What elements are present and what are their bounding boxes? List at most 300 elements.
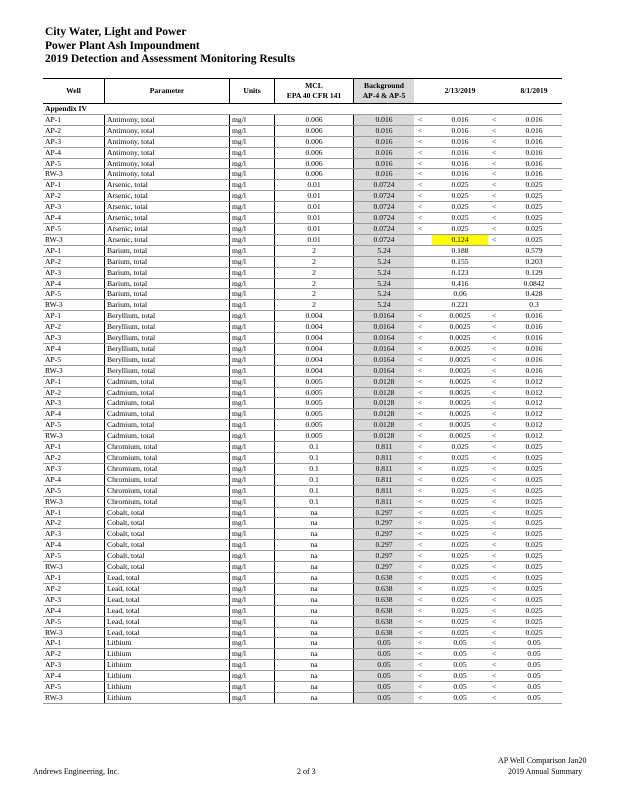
qualifier-2-cell xyxy=(488,289,506,300)
table-row xyxy=(43,627,562,638)
report-title-line-2: Power Plant Ash Impoundment xyxy=(45,39,200,52)
result-date-2-cell: 0.025 xyxy=(506,572,562,583)
qualifier-1-cell: < xyxy=(414,147,432,158)
parameter-cell: Cobalt, total xyxy=(105,540,230,551)
column-header-qualifier-1 xyxy=(414,79,432,104)
well-cell: AP-5 xyxy=(43,289,105,300)
parameter-cell: Cadmium, total xyxy=(105,398,230,409)
table-row xyxy=(43,453,562,464)
qualifier-1-cell: < xyxy=(414,442,432,453)
section-row xyxy=(43,104,562,115)
result-date-2-cell: 0.3 xyxy=(506,300,562,311)
result-date-2-cell: 0.025 xyxy=(506,540,562,551)
qualifier-2-cell: < xyxy=(488,627,506,638)
well-cell: AP-1 xyxy=(43,572,105,583)
qualifier-2-cell: < xyxy=(488,442,506,453)
units-cell: mg/l xyxy=(230,660,275,671)
units-cell: mg/l xyxy=(230,431,275,442)
units-cell: mg/l xyxy=(230,692,275,703)
mcl-cell: 0.1 xyxy=(275,485,354,496)
column-header-units: Units xyxy=(230,79,275,104)
units-cell: mg/l xyxy=(230,365,275,376)
well-cell: AP-5 xyxy=(43,682,105,693)
qualifier-1-cell xyxy=(414,245,432,256)
column-header-well: Well xyxy=(43,79,105,104)
well-cell: AP-4 xyxy=(43,343,105,354)
result-date-1-cell: 0.05 xyxy=(432,649,488,660)
result-date-1-cell: 0.0025 xyxy=(432,409,488,420)
qualifier-2-cell: < xyxy=(488,485,506,496)
well-cell: AP-4 xyxy=(43,213,105,224)
table-row xyxy=(43,333,562,344)
background-cell: 0.0128 xyxy=(354,409,415,420)
well-cell: AP-3 xyxy=(43,594,105,605)
result-date-1-cell: 0.025 xyxy=(432,202,488,213)
background-cell: 0.016 xyxy=(354,147,415,158)
mcl-cell: 0.006 xyxy=(275,169,354,180)
qualifier-2-cell: < xyxy=(488,605,506,616)
background-cell: 0.0724 xyxy=(354,223,415,234)
qualifier-2-cell: < xyxy=(488,158,506,169)
qualifier-1-cell: < xyxy=(414,169,432,180)
result-date-1-cell: 0.05 xyxy=(432,671,488,682)
table-row xyxy=(43,583,562,594)
mcl-cell: 0.006 xyxy=(275,114,354,125)
mcl-cell: na xyxy=(275,682,354,693)
table-row xyxy=(43,420,562,431)
background-cell: 0.638 xyxy=(354,605,415,616)
background-cell: 0.0164 xyxy=(354,311,415,322)
result-date-1-cell: 0.025 xyxy=(432,191,488,202)
mcl-cell: 0.1 xyxy=(275,474,354,485)
table-row xyxy=(43,616,562,627)
table-row xyxy=(43,692,562,703)
units-cell: mg/l xyxy=(230,583,275,594)
mcl-cell: 0.004 xyxy=(275,311,354,322)
units-cell: mg/l xyxy=(230,213,275,224)
mcl-cell: 0.005 xyxy=(275,376,354,387)
mcl-cell: na xyxy=(275,507,354,518)
qualifier-2-cell: < xyxy=(488,169,506,180)
result-date-2-cell: 0.025 xyxy=(506,529,562,540)
well-cell: RW-3 xyxy=(43,431,105,442)
qualifier-1-cell: < xyxy=(414,343,432,354)
qualifier-1-cell: < xyxy=(414,649,432,660)
qualifier-1-cell: < xyxy=(414,125,432,136)
units-cell: mg/l xyxy=(230,387,275,398)
qualifier-1-cell xyxy=(414,289,432,300)
mcl-cell: 2 xyxy=(275,278,354,289)
column-header-background-line-1: Background xyxy=(364,81,404,90)
well-cell: RW-3 xyxy=(43,300,105,311)
qualifier-1-cell: < xyxy=(414,202,432,213)
table-row xyxy=(43,202,562,213)
well-cell: AP-2 xyxy=(43,191,105,202)
background-cell: 0.811 xyxy=(354,485,415,496)
result-date-1-cell: 0.0025 xyxy=(432,333,488,344)
units-cell: mg/l xyxy=(230,322,275,333)
well-cell: AP-4 xyxy=(43,671,105,682)
result-date-2-cell: 0.025 xyxy=(506,223,562,234)
mcl-cell: na xyxy=(275,583,354,594)
units-cell: mg/l xyxy=(230,594,275,605)
well-cell: AP-3 xyxy=(43,136,105,147)
background-cell: 0.638 xyxy=(354,572,415,583)
parameter-cell: Beryllium, total xyxy=(105,333,230,344)
table-row xyxy=(43,518,562,529)
units-cell: mg/l xyxy=(230,453,275,464)
result-date-1-cell: 0.025 xyxy=(432,583,488,594)
mcl-cell: 0.004 xyxy=(275,343,354,354)
qualifier-2-cell: < xyxy=(488,583,506,594)
well-cell: AP-1 xyxy=(43,180,105,191)
background-cell: 0.811 xyxy=(354,442,415,453)
mcl-cell: 0.006 xyxy=(275,136,354,147)
table-row xyxy=(43,398,562,409)
parameter-cell: Antimony, total xyxy=(105,147,230,158)
mcl-cell: na xyxy=(275,562,354,573)
table-header-row xyxy=(43,79,562,104)
mcl-cell: 0.01 xyxy=(275,191,354,202)
qualifier-1-cell: < xyxy=(414,387,432,398)
result-date-2-cell: 0.025 xyxy=(506,551,562,562)
parameter-cell: Barium, total xyxy=(105,278,230,289)
qualifier-1-cell: < xyxy=(414,311,432,322)
qualifier-2-cell: < xyxy=(488,453,506,464)
result-date-1-cell: 0.025 xyxy=(432,616,488,627)
table-row xyxy=(43,158,562,169)
qualifier-1-cell: < xyxy=(414,354,432,365)
result-date-2-cell: 0.012 xyxy=(506,420,562,431)
qualifier-1-cell: < xyxy=(414,529,432,540)
qualifier-1-cell: < xyxy=(414,682,432,693)
result-date-2-cell: 0.025 xyxy=(506,180,562,191)
background-cell: 0.0724 xyxy=(354,191,415,202)
background-cell: 0.297 xyxy=(354,529,415,540)
parameter-cell: Lead, total xyxy=(105,616,230,627)
table-row xyxy=(43,540,562,551)
units-cell: mg/l xyxy=(230,682,275,693)
qualifier-2-cell: < xyxy=(488,147,506,158)
well-cell: AP-3 xyxy=(43,202,105,213)
background-cell: 0.811 xyxy=(354,453,415,464)
mcl-cell: 2 xyxy=(275,300,354,311)
parameter-cell: Lithium xyxy=(105,638,230,649)
parameter-cell: Beryllium, total xyxy=(105,311,230,322)
table-row xyxy=(43,431,562,442)
table-row xyxy=(43,213,562,224)
parameter-cell: Cadmium, total xyxy=(105,387,230,398)
table-row xyxy=(43,474,562,485)
units-cell: mg/l xyxy=(230,605,275,616)
units-cell: mg/l xyxy=(230,627,275,638)
well-cell: AP-5 xyxy=(43,354,105,365)
well-cell: AP-3 xyxy=(43,398,105,409)
units-cell: mg/l xyxy=(230,671,275,682)
background-cell: 0.0128 xyxy=(354,376,415,387)
qualifier-2-cell: < xyxy=(488,572,506,583)
table-row xyxy=(43,136,562,147)
result-date-2-cell: 0.012 xyxy=(506,387,562,398)
table-row xyxy=(43,671,562,682)
footer-file-name: AP Well Comparison Jan20 xyxy=(498,756,587,765)
result-date-1-cell: 0.0025 xyxy=(432,420,488,431)
background-cell: 0.638 xyxy=(354,616,415,627)
well-cell: AP-1 xyxy=(43,311,105,322)
units-cell: mg/l xyxy=(230,507,275,518)
well-cell: RW-3 xyxy=(43,627,105,638)
well-cell: AP-5 xyxy=(43,551,105,562)
qualifier-1-cell xyxy=(414,300,432,311)
qualifier-2-cell: < xyxy=(488,213,506,224)
qualifier-2-cell: < xyxy=(488,529,506,540)
qualifier-2-cell: < xyxy=(488,365,506,376)
qualifier-1-cell: < xyxy=(414,409,432,420)
table-row xyxy=(43,125,562,136)
table-row xyxy=(43,463,562,474)
mcl-cell: 0.004 xyxy=(275,354,354,365)
qualifier-1-cell xyxy=(414,256,432,267)
result-date-2-cell: 0.016 xyxy=(506,354,562,365)
qualifier-2-cell: < xyxy=(488,551,506,562)
qualifier-1-cell: < xyxy=(414,431,432,442)
parameter-cell: Arsenic, total xyxy=(105,191,230,202)
units-cell: mg/l xyxy=(230,420,275,431)
qualifier-2-cell: < xyxy=(488,518,506,529)
result-date-1-cell: 0.025 xyxy=(432,572,488,583)
well-cell: AP-3 xyxy=(43,660,105,671)
result-date-2-cell: 0.025 xyxy=(506,442,562,453)
well-cell: AP-1 xyxy=(43,638,105,649)
result-date-2-cell: 0.025 xyxy=(506,562,562,573)
qualifier-1-cell xyxy=(414,278,432,289)
units-cell: mg/l xyxy=(230,354,275,365)
result-date-1-cell: 0.0025 xyxy=(432,365,488,376)
parameter-cell: Lithium xyxy=(105,671,230,682)
parameter-cell: Chromium, total xyxy=(105,485,230,496)
well-cell: RW-3 xyxy=(43,234,105,245)
result-date-2-cell: 0.012 xyxy=(506,409,562,420)
result-date-1-cell: 0.025 xyxy=(432,180,488,191)
mcl-cell: 0.1 xyxy=(275,463,354,474)
mcl-cell: na xyxy=(275,605,354,616)
result-date-2-cell: 0.025 xyxy=(506,474,562,485)
result-date-1-cell: 0.025 xyxy=(432,507,488,518)
result-date-2-cell: 0.129 xyxy=(506,267,562,278)
qualifier-2-cell: < xyxy=(488,474,506,485)
result-date-2-cell: 0.012 xyxy=(506,431,562,442)
background-cell: 5.24 xyxy=(354,267,415,278)
result-date-1-cell: 0.0025 xyxy=(432,343,488,354)
result-date-1-cell: 0.0025 xyxy=(432,354,488,365)
qualifier-2-cell: < xyxy=(488,343,506,354)
background-cell: 0.638 xyxy=(354,594,415,605)
qualifier-2-cell: < xyxy=(488,136,506,147)
well-cell: AP-1 xyxy=(43,114,105,125)
table-row xyxy=(43,354,562,365)
qualifier-1-cell: < xyxy=(414,540,432,551)
qualifier-1-cell: < xyxy=(414,453,432,464)
column-header-background xyxy=(354,79,415,104)
background-cell: 0.297 xyxy=(354,518,415,529)
result-date-1-cell: 0.025 xyxy=(432,463,488,474)
well-cell: AP-2 xyxy=(43,387,105,398)
qualifier-2-cell: < xyxy=(488,420,506,431)
units-cell: mg/l xyxy=(230,442,275,453)
parameter-cell: Chromium, total xyxy=(105,463,230,474)
qualifier-2-cell xyxy=(488,256,506,267)
well-cell: AP-2 xyxy=(43,518,105,529)
units-cell: mg/l xyxy=(230,529,275,540)
qualifier-1-cell xyxy=(414,267,432,278)
qualifier-1-cell: < xyxy=(414,605,432,616)
qualifier-2-cell: < xyxy=(488,431,506,442)
background-cell: 0.05 xyxy=(354,692,415,703)
result-date-2-cell: 0.025 xyxy=(506,202,562,213)
mcl-cell: na xyxy=(275,660,354,671)
qualifier-2-cell: < xyxy=(488,376,506,387)
result-date-1-cell: 0.05 xyxy=(432,692,488,703)
qualifier-1-cell: < xyxy=(414,158,432,169)
result-date-1-cell: 0.0025 xyxy=(432,398,488,409)
parameter-cell: Barium, total xyxy=(105,300,230,311)
result-date-2-cell: 0.0842 xyxy=(506,278,562,289)
qualifier-2-cell: < xyxy=(488,496,506,507)
result-date-2-cell: 0.05 xyxy=(506,660,562,671)
units-cell: mg/l xyxy=(230,114,275,125)
section-label: Appendix IV xyxy=(43,104,562,115)
mcl-cell: na xyxy=(275,551,354,562)
table-row xyxy=(43,180,562,191)
units-cell: mg/l xyxy=(230,191,275,202)
result-date-2-cell: 0.025 xyxy=(506,213,562,224)
well-cell: AP-3 xyxy=(43,529,105,540)
table-row xyxy=(43,376,562,387)
well-cell: AP-1 xyxy=(43,442,105,453)
result-date-1-cell: 0.025 xyxy=(432,594,488,605)
qualifier-2-cell xyxy=(488,278,506,289)
background-cell: 5.24 xyxy=(354,289,415,300)
result-date-2-cell: 0.016 xyxy=(506,147,562,158)
background-cell: 0.0724 xyxy=(354,180,415,191)
qualifier-1-cell: < xyxy=(414,572,432,583)
background-cell: 0.297 xyxy=(354,562,415,573)
units-cell: mg/l xyxy=(230,562,275,573)
background-cell: 0.016 xyxy=(354,114,415,125)
background-cell: 0.016 xyxy=(354,136,415,147)
table-row xyxy=(43,594,562,605)
result-date-1-cell: 0.06 xyxy=(432,289,488,300)
qualifier-2-cell: < xyxy=(488,202,506,213)
parameter-cell: Beryllium, total xyxy=(105,322,230,333)
column-header-mcl-line-1: MCL xyxy=(305,81,323,90)
mcl-cell: na xyxy=(275,671,354,682)
mcl-cell: 2 xyxy=(275,245,354,256)
result-date-1-cell: 0.025 xyxy=(432,605,488,616)
result-date-2-cell: 0.025 xyxy=(506,627,562,638)
well-cell: AP-5 xyxy=(43,616,105,627)
table-row xyxy=(43,289,562,300)
parameter-cell: Lithium xyxy=(105,692,230,703)
mcl-cell: na xyxy=(275,540,354,551)
result-date-1-cell: 0.025 xyxy=(432,496,488,507)
background-cell: 0.0164 xyxy=(354,322,415,333)
background-cell: 0.05 xyxy=(354,649,415,660)
units-cell: mg/l xyxy=(230,136,275,147)
units-cell: mg/l xyxy=(230,649,275,660)
result-date-1-cell: 0.221 xyxy=(432,300,488,311)
mcl-cell: 0.006 xyxy=(275,158,354,169)
result-date-2-cell: 0.025 xyxy=(506,234,562,245)
well-cell: AP-3 xyxy=(43,333,105,344)
background-cell: 0.016 xyxy=(354,125,415,136)
qualifier-2-cell: < xyxy=(488,649,506,660)
background-cell: 5.24 xyxy=(354,256,415,267)
table-row xyxy=(43,278,562,289)
units-cell: mg/l xyxy=(230,125,275,136)
units-cell: mg/l xyxy=(230,474,275,485)
table-row xyxy=(43,529,562,540)
column-header-parameter: Parameter xyxy=(105,79,230,104)
result-date-2-cell: 0.025 xyxy=(506,518,562,529)
result-date-2-cell: 0.05 xyxy=(506,638,562,649)
units-cell: mg/l xyxy=(230,398,275,409)
qualifier-1-cell: < xyxy=(414,420,432,431)
mcl-cell: 0.006 xyxy=(275,125,354,136)
table-row xyxy=(43,649,562,660)
parameter-cell: Cadmium, total xyxy=(105,420,230,431)
result-date-1-cell: 0.05 xyxy=(432,638,488,649)
parameter-cell: Lithium xyxy=(105,660,230,671)
result-date-1-cell: 0.05 xyxy=(432,682,488,693)
qualifier-1-cell: < xyxy=(414,365,432,376)
result-date-1-cell: 0.025 xyxy=(432,213,488,224)
table-row xyxy=(43,311,562,322)
column-header-date-2: 8/1/2019 xyxy=(506,79,562,104)
units-cell: mg/l xyxy=(230,267,275,278)
mcl-cell: 2 xyxy=(275,267,354,278)
parameter-cell: Cobalt, total xyxy=(105,507,230,518)
table-row xyxy=(43,638,562,649)
well-cell: AP-5 xyxy=(43,158,105,169)
qualifier-2-cell: < xyxy=(488,125,506,136)
mcl-cell: 0.01 xyxy=(275,223,354,234)
qualifier-1-cell: < xyxy=(414,223,432,234)
units-cell: mg/l xyxy=(230,311,275,322)
units-cell: mg/l xyxy=(230,234,275,245)
table-row xyxy=(43,572,562,583)
units-cell: mg/l xyxy=(230,202,275,213)
units-cell: mg/l xyxy=(230,169,275,180)
background-cell: 5.24 xyxy=(354,245,415,256)
result-date-1-cell: 0.025 xyxy=(432,453,488,464)
qualifier-1-cell: < xyxy=(414,191,432,202)
result-date-1-cell: 0.025 xyxy=(432,485,488,496)
parameter-cell: Cobalt, total xyxy=(105,529,230,540)
table-row xyxy=(43,562,562,573)
monitoring-results-table xyxy=(43,78,562,704)
units-cell: mg/l xyxy=(230,463,275,474)
report-title-line-1: City Water, Light and Power xyxy=(45,26,187,38)
result-date-1-cell: 0.016 xyxy=(432,136,488,147)
parameter-cell: Lead, total xyxy=(105,572,230,583)
well-cell: AP-1 xyxy=(43,376,105,387)
mcl-cell: 0.01 xyxy=(275,213,354,224)
background-cell: 0.05 xyxy=(354,682,415,693)
mcl-cell: 0.004 xyxy=(275,333,354,344)
result-date-2-cell: 0.025 xyxy=(506,463,562,474)
qualifier-1-cell: < xyxy=(414,594,432,605)
